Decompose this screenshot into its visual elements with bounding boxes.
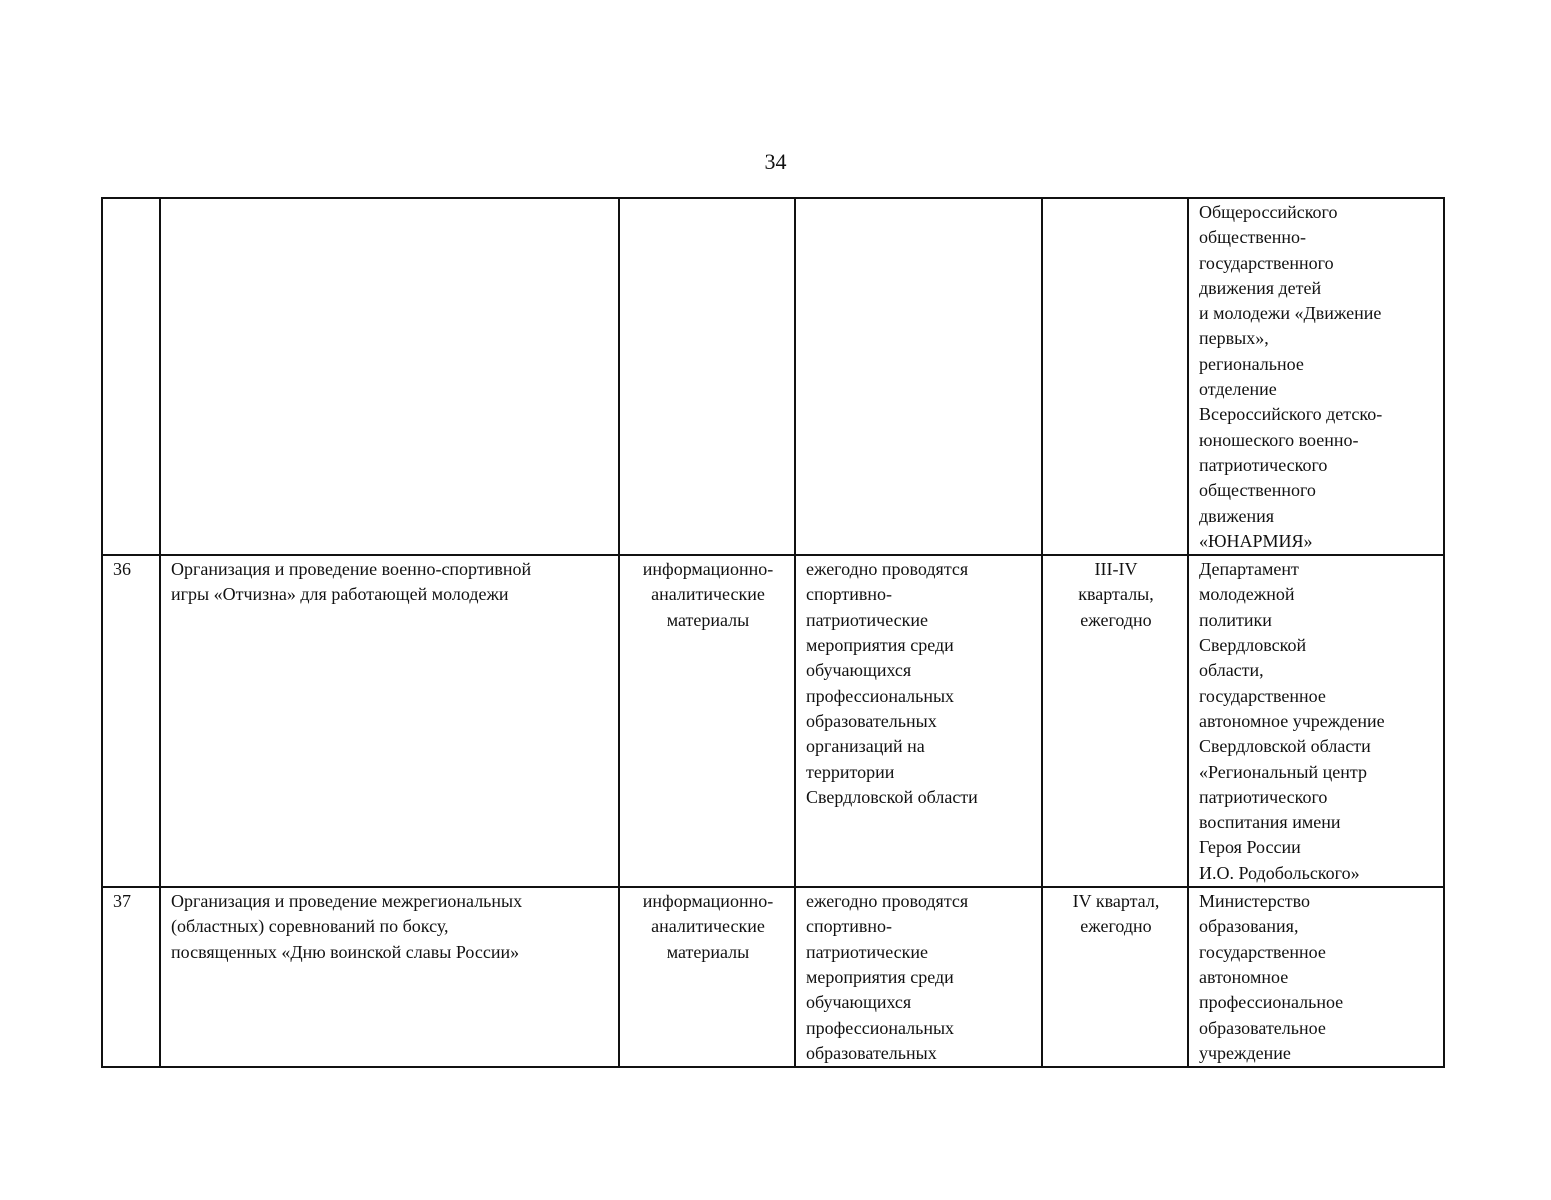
cell-text-line: автономное	[1199, 966, 1289, 987]
cell-text-line: профессиональных	[806, 685, 955, 706]
cell-text-line: ежегодно проводятся	[806, 891, 969, 912]
cell-text-line: Организация и проведение межрегиональных	[171, 891, 523, 912]
executors-cell	[1188, 555, 1444, 887]
cell-text-line: организаций на	[806, 736, 925, 757]
cell-text-line: Департамент	[1199, 559, 1299, 580]
measure-name-cell	[160, 555, 619, 887]
row-number-cell	[102, 887, 160, 1067]
cell-text-line: материалы	[666, 609, 750, 630]
cell-text-line: III-IV	[1094, 559, 1138, 580]
cell-text-line: Всероссийского детско-	[1199, 404, 1383, 425]
cell-text-line: государственного	[1199, 252, 1334, 273]
cell-text-line: образовательных	[806, 1042, 937, 1063]
cell-text-line: территории	[806, 761, 895, 782]
cell-text-line: «ЮНАРМИЯ»	[1199, 530, 1313, 551]
cell-text-line: образовательных	[806, 710, 937, 731]
cell-text-line: И.О. Родобольского»	[1199, 862, 1360, 883]
term-cell	[1042, 555, 1188, 887]
cell-text-line: IV квартал,	[1072, 891, 1160, 912]
cell-text-line: патриотического	[1199, 454, 1328, 475]
cell-text-line: политики	[1199, 609, 1272, 630]
row-number-cell	[102, 555, 160, 887]
cell-text-line: ежегодно	[1080, 609, 1152, 630]
cell-text-line: автономное учреждение	[1199, 710, 1385, 731]
page-number: 34	[764, 149, 787, 174]
cell-text-line: Общероссийского	[1199, 202, 1338, 222]
cell-text-line: обучающихся	[806, 992, 912, 1013]
cell-text-line: аналитические	[651, 584, 765, 605]
cell-text-line: спортивно-	[806, 916, 893, 937]
cell-text-line: игры «Отчизна» для работающей молодежи	[171, 584, 509, 605]
cell-text-line: отделение	[1199, 379, 1277, 400]
cell-text-line: Министерство	[1199, 891, 1310, 912]
cell-text-line: и молодежи «Движение	[1199, 303, 1382, 324]
cell-text-line: профессиональных	[806, 1017, 955, 1038]
term-cell	[1042, 198, 1188, 555]
cell-text-line: общественного	[1199, 480, 1316, 501]
cell-text-line: государственное	[1199, 941, 1326, 962]
cell-text-line: мероприятия среди	[806, 966, 954, 987]
executors-cell	[1188, 198, 1444, 555]
cell-text-line: юношеского военно-	[1199, 429, 1359, 450]
expected-result-cell	[795, 887, 1042, 1067]
expected-result-cell	[795, 198, 1042, 555]
document-type-cell	[619, 887, 795, 1067]
cell-text-line: учреждение	[1199, 1042, 1291, 1063]
cell-text-line: Свердловской	[1199, 635, 1307, 656]
executors-cell	[1188, 887, 1444, 1067]
cell-text-line: профессиональное	[1199, 992, 1344, 1013]
cell-text-line: первых»,	[1199, 328, 1269, 349]
cell-text-line: Свердловской области	[1199, 736, 1371, 757]
cell-text-line: спортивно-	[806, 584, 893, 605]
row-number-cell	[102, 198, 160, 555]
cell-text-line: воспитания имени	[1199, 812, 1341, 833]
cell-text-line: патриотические	[806, 941, 928, 962]
document-type-cell	[619, 198, 795, 555]
cell-text-line: ежегодно проводятся	[806, 559, 969, 580]
cell-text-line: ежегодно	[1080, 916, 1152, 937]
cell-text-line: общественно-	[1199, 227, 1306, 248]
cell-text-line: кварталы,	[1078, 584, 1154, 605]
row-number: 36	[113, 559, 131, 580]
cell-text-line: обучающихся	[806, 660, 912, 681]
cell-text-line: посвященных «Дню воинской славы России»	[171, 941, 520, 962]
cell-text-line: мероприятия среди	[806, 635, 954, 656]
cell-text-line: «Региональный центр	[1199, 761, 1367, 782]
cell-text-line: (областных) соревнований по боксу,	[171, 916, 449, 937]
cell-text-line: аналитические	[651, 916, 765, 937]
cell-text-line: движения	[1199, 505, 1275, 526]
cell-text-line: области,	[1199, 660, 1264, 681]
cell-text-line: Героя России	[1199, 837, 1301, 858]
row-number: 37	[113, 891, 131, 912]
cell-text-line: патриотические	[806, 609, 928, 630]
table-row	[102, 887, 1444, 1067]
measure-name-cell	[160, 198, 619, 555]
cell-text-line: информационно-	[642, 891, 774, 912]
cell-text-line: образовательное	[1199, 1017, 1326, 1038]
document-type-cell	[619, 555, 795, 887]
cell-text-line: информационно-	[642, 559, 774, 580]
measure-name-cell	[160, 887, 619, 1067]
cell-text-line: государственное	[1199, 685, 1326, 706]
cell-text-line: региональное	[1199, 353, 1304, 374]
table-row	[102, 555, 1444, 887]
cell-text-line: Свердловской области	[806, 786, 978, 807]
cell-text-line: патриотического	[1199, 786, 1328, 807]
term-cell	[1042, 887, 1188, 1067]
measures-table	[101, 197, 1445, 1068]
cell-text-line: молодежной	[1199, 584, 1295, 605]
cell-text-line: образования,	[1199, 916, 1299, 937]
expected-result-cell	[795, 555, 1042, 887]
cell-text-line: движения детей	[1199, 277, 1322, 298]
cell-text-line: Организация и проведение военно-спортивной	[171, 559, 532, 580]
table-row	[102, 198, 1444, 555]
cell-text-line: материалы	[666, 941, 750, 962]
